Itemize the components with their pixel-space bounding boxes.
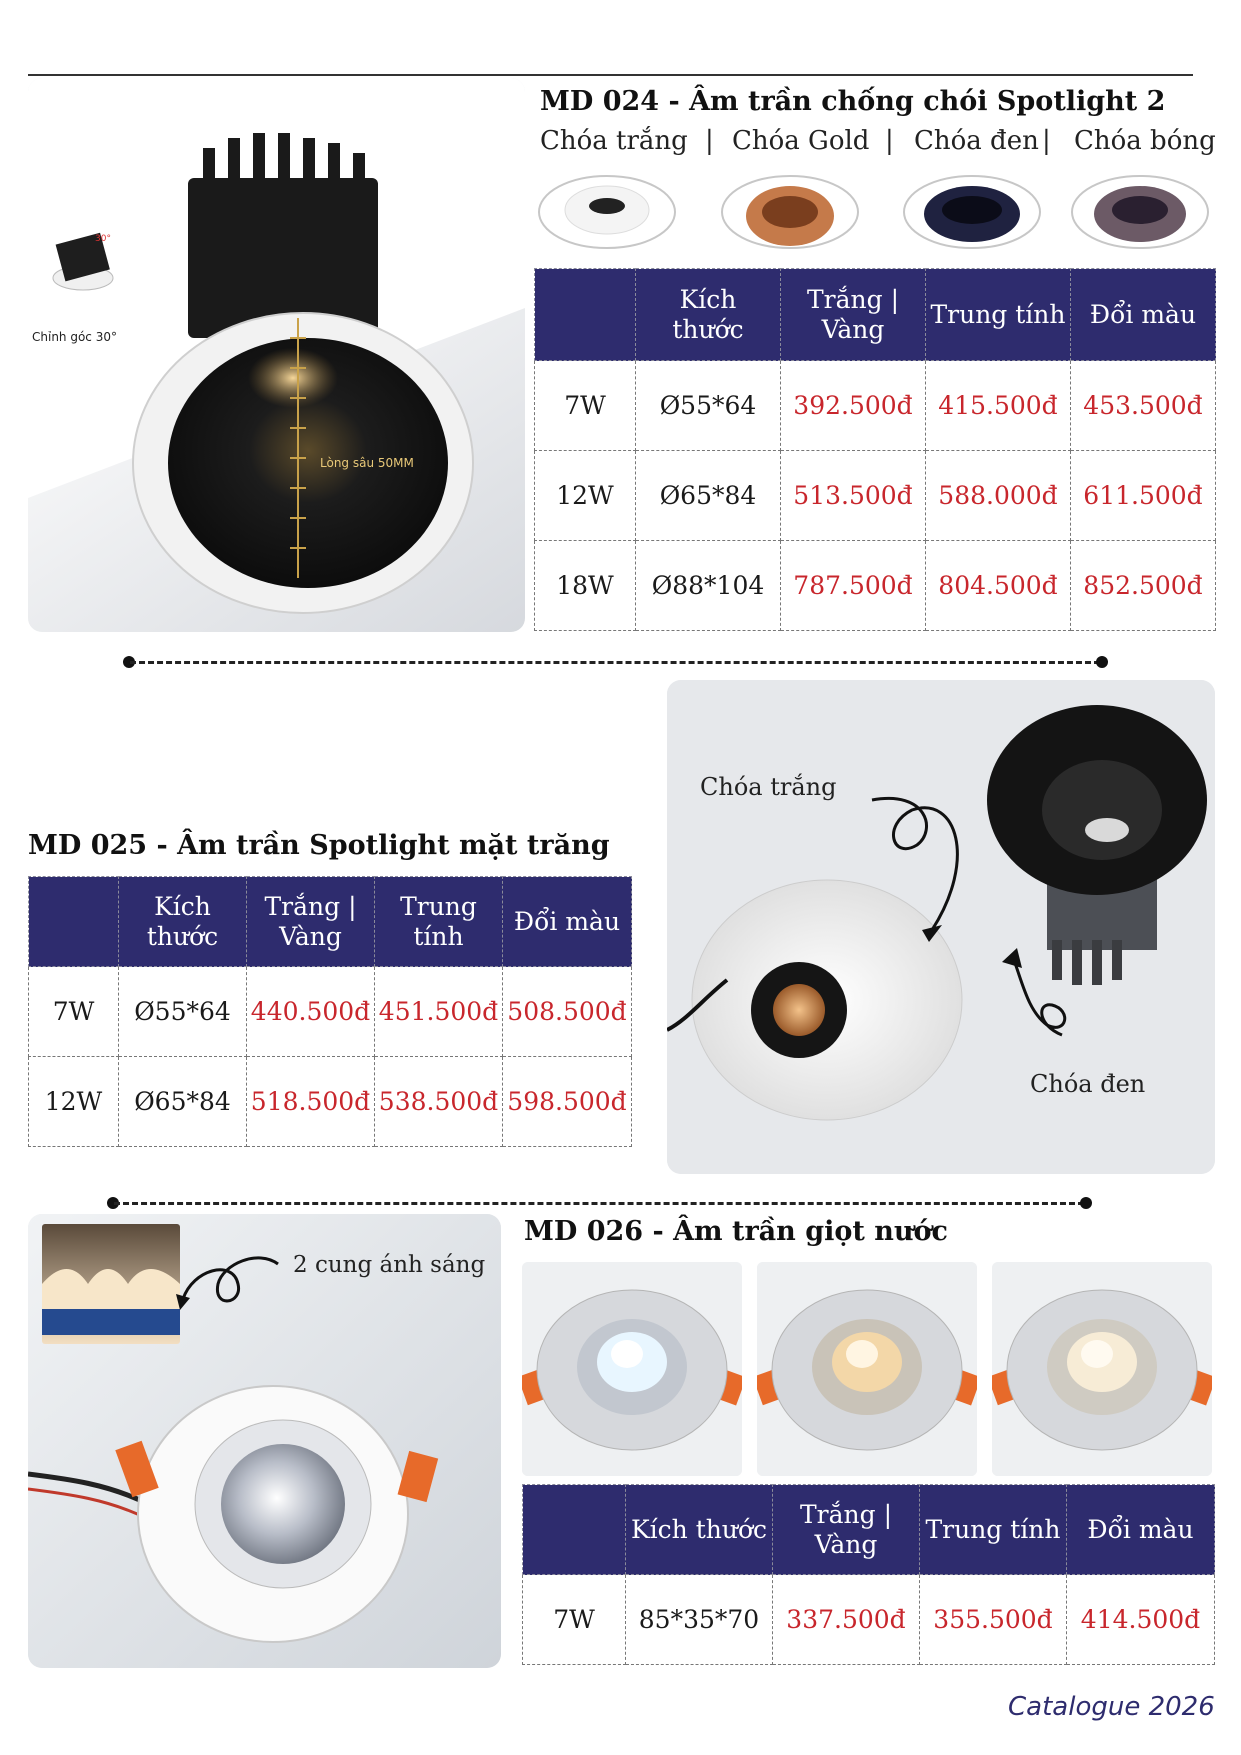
- size-cell: Ø65*84: [636, 451, 781, 541]
- table-row: [29, 967, 632, 1057]
- price-cell: 588.000đ: [926, 451, 1071, 541]
- table-row: [535, 361, 1216, 451]
- header-neutral: Trung tính: [920, 1485, 1067, 1575]
- angle-label: Chỉnh góc 30°: [32, 330, 117, 344]
- md025-title: MD 025 - Âm trần Spotlight mặt trăng: [28, 830, 610, 861]
- reflector-black-image: [904, 176, 1040, 248]
- header-size: Kích thước: [119, 877, 247, 967]
- power-cell: 18W: [535, 541, 636, 631]
- header-neutral: Trung tính: [375, 877, 503, 967]
- header-white-yellow: Trắng | Vàng: [773, 1485, 920, 1575]
- section-divider: [114, 1202, 1084, 1205]
- top-divider: [28, 74, 1193, 76]
- variant-sep: |: [1042, 126, 1051, 156]
- annotation-beam-angles: 2 cung ánh sáng: [293, 1252, 486, 1278]
- header-white-yellow: Trắng | Vàng: [247, 877, 375, 967]
- md025-product-photo: [667, 680, 1215, 1174]
- variant-sep: |: [885, 126, 894, 156]
- md024-variant-row: [540, 126, 1220, 158]
- md026-thumb-cool: [522, 1262, 742, 1476]
- md026-title: MD 026 - Âm trần giọt nước: [524, 1216, 948, 1247]
- md026-price-table: [522, 1484, 1215, 1665]
- section-divider: [130, 661, 1100, 664]
- size-cell: Ø55*64: [636, 361, 781, 451]
- price-cell: 598.500đ: [503, 1057, 632, 1147]
- header-empty: [535, 269, 636, 361]
- table-row: [535, 541, 1216, 631]
- header-neutral: Trung tính: [926, 269, 1071, 361]
- md024-product-photo: [28, 78, 525, 632]
- power-cell: 12W: [29, 1057, 119, 1147]
- md024-price-table: [534, 268, 1216, 631]
- price-cell: 787.500đ: [781, 541, 926, 631]
- reflector-gold-image: [722, 176, 858, 248]
- header-color-change: Đổi màu: [1067, 1485, 1215, 1575]
- header-color-change: Đổi màu: [1071, 269, 1216, 361]
- price-cell: 415.500đ: [926, 361, 1071, 451]
- variant-white: Chóa trắng: [540, 126, 688, 156]
- variant-sep: |: [705, 126, 714, 156]
- annotation-black-reflector: Chóa đen: [1030, 1070, 1146, 1098]
- md026-thumb-neutral: [992, 1262, 1212, 1476]
- price-cell: 414.500đ: [1067, 1575, 1215, 1665]
- size-cell: Ø65*84: [119, 1057, 247, 1147]
- size-cell: 85*35*70: [626, 1575, 773, 1665]
- md026-thumb-warm: [757, 1262, 977, 1476]
- variant-glossy: Chóa bóng: [1074, 126, 1216, 156]
- header-empty: [523, 1485, 626, 1575]
- price-cell: 538.500đ: [375, 1057, 503, 1147]
- header-size: Kích thước: [626, 1485, 773, 1575]
- header-size: Kích thước: [636, 269, 781, 361]
- price-cell: 451.500đ: [375, 967, 503, 1057]
- price-cell: 392.500đ: [781, 361, 926, 451]
- reflector-white-image: [539, 176, 675, 248]
- depth-label: Lòng sâu 50MM: [320, 456, 414, 470]
- price-cell: 453.500đ: [1071, 361, 1216, 451]
- power-cell: 7W: [535, 361, 636, 451]
- size-cell: Ø55*64: [119, 967, 247, 1057]
- reflector-glossy-image: [1072, 176, 1208, 248]
- header-empty: [29, 877, 119, 967]
- variant-gold: Chóa Gold: [732, 126, 870, 156]
- price-cell: 440.500đ: [247, 967, 375, 1057]
- table-row: [535, 451, 1216, 541]
- md025-price-table: [28, 876, 632, 1147]
- md024-title: MD 024 - Âm trần chống chói Spotlight 2: [540, 86, 1166, 117]
- divider-dot: [1080, 1197, 1092, 1209]
- price-cell: 518.500đ: [247, 1057, 375, 1147]
- price-cell: 611.500đ: [1071, 451, 1216, 541]
- variant-black: Chóa đen: [914, 126, 1039, 156]
- header-color-change: Đổi màu: [503, 877, 632, 967]
- price-cell: 355.500đ: [920, 1575, 1067, 1665]
- md024-reflector-thumbs: [535, 160, 1215, 260]
- price-cell: 513.500đ: [781, 451, 926, 541]
- price-cell: 508.500đ: [503, 967, 632, 1057]
- size-cell: Ø88*104: [636, 541, 781, 631]
- catalogue-footer: Catalogue 2026: [1008, 1692, 1215, 1722]
- table-row: [523, 1575, 1215, 1665]
- power-cell: 7W: [523, 1575, 626, 1665]
- price-cell: 804.500đ: [926, 541, 1071, 631]
- power-cell: 12W: [535, 451, 636, 541]
- header-white-yellow: Trắng | Vàng: [781, 269, 926, 361]
- price-cell: 337.500đ: [773, 1575, 920, 1665]
- divider-dot: [1096, 656, 1108, 668]
- power-cell: 7W: [29, 967, 119, 1057]
- md026-product-photo: [28, 1214, 501, 1668]
- table-row: [29, 1057, 632, 1147]
- annotation-white-reflector: Chóa trắng: [700, 773, 837, 801]
- angle-mark-label: 30°: [95, 234, 111, 244]
- price-cell: 852.500đ: [1071, 541, 1216, 631]
